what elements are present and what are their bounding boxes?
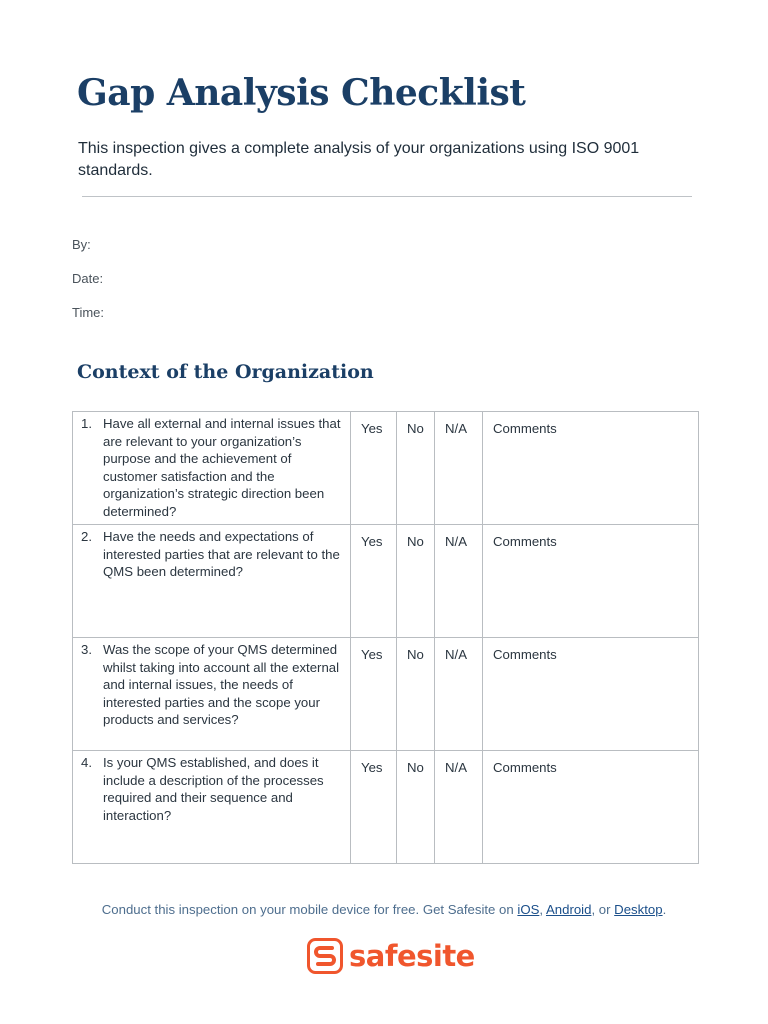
checklist-table [72, 411, 699, 864]
checklist-row [73, 412, 699, 525]
checklist-row [73, 751, 699, 864]
comments-field[interactable]: Comments [483, 751, 699, 864]
checklist-row [73, 638, 699, 751]
question-text: Have all external and internal issues that are relevant to your organization’s purpose and the achievement of customer satisfaction and the organization’s strategic direction been determined? [103, 416, 341, 519]
question-text: Was the scope of your QMS determined whilst taking into account all the external and internal issues, the needs of interested parties and the scope your products and services? [103, 642, 340, 727]
na-option[interactable]: N/A [435, 525, 483, 638]
no-option[interactable]: No [397, 751, 435, 864]
document-title: Gap Analysis Checklist [77, 72, 526, 114]
question-text: Have the needs and expectations of interested parties that are relevant to the QMS been determined? [103, 529, 340, 579]
checklist-row [73, 525, 699, 638]
na-option[interactable]: N/A [435, 638, 483, 751]
question-number: 2. [81, 529, 92, 544]
yes-option[interactable]: Yes [351, 525, 397, 638]
brand-name: safesite [349, 939, 475, 973]
comments-field[interactable]: Comments [483, 412, 699, 525]
safesite-logo-icon [307, 938, 343, 974]
comments-field[interactable]: Comments [483, 525, 699, 638]
question-cell [73, 638, 351, 751]
yes-option[interactable]: Yes [351, 638, 397, 751]
footer-separator: , [539, 902, 546, 917]
android-link[interactable]: Android [545, 902, 592, 917]
ios-link[interactable]: iOS [517, 902, 540, 917]
time-label: Time: [72, 305, 105, 320]
question-cell [73, 412, 351, 525]
by-label: By: [72, 237, 91, 252]
footer-text: Conduct this inspection on your mobile device for free. Get Safesite on [101, 902, 518, 917]
comments-field[interactable]: Comments [483, 638, 699, 751]
date-label: Date: [72, 271, 104, 286]
footer-note [0, 902, 768, 917]
question-cell [73, 525, 351, 638]
question-text: Is your QMS established, and does it include a description of the processes required and their sequence and interaction? [103, 755, 324, 823]
no-option[interactable]: No [397, 525, 435, 638]
yes-option[interactable]: Yes [351, 751, 397, 864]
section-title: Context of the Organization [77, 361, 374, 383]
document-subtitle: This inspection gives a complete analysis of your organizations using ISO 9001 standards. [78, 140, 640, 179]
question-cell [73, 751, 351, 864]
yes-option[interactable]: Yes [351, 412, 397, 525]
question-number: 3. [81, 642, 92, 657]
na-option[interactable]: N/A [435, 412, 483, 525]
footer-period: . [662, 902, 667, 917]
na-option[interactable]: N/A [435, 751, 483, 864]
question-number: 4. [81, 755, 92, 770]
question-number: 1. [81, 416, 92, 431]
safesite-logo [307, 938, 475, 974]
desktop-link[interactable]: Desktop [614, 902, 663, 917]
divider [82, 196, 692, 197]
no-option[interactable]: No [397, 638, 435, 751]
footer-separator: , or [591, 902, 615, 917]
no-option[interactable]: No [397, 412, 435, 525]
